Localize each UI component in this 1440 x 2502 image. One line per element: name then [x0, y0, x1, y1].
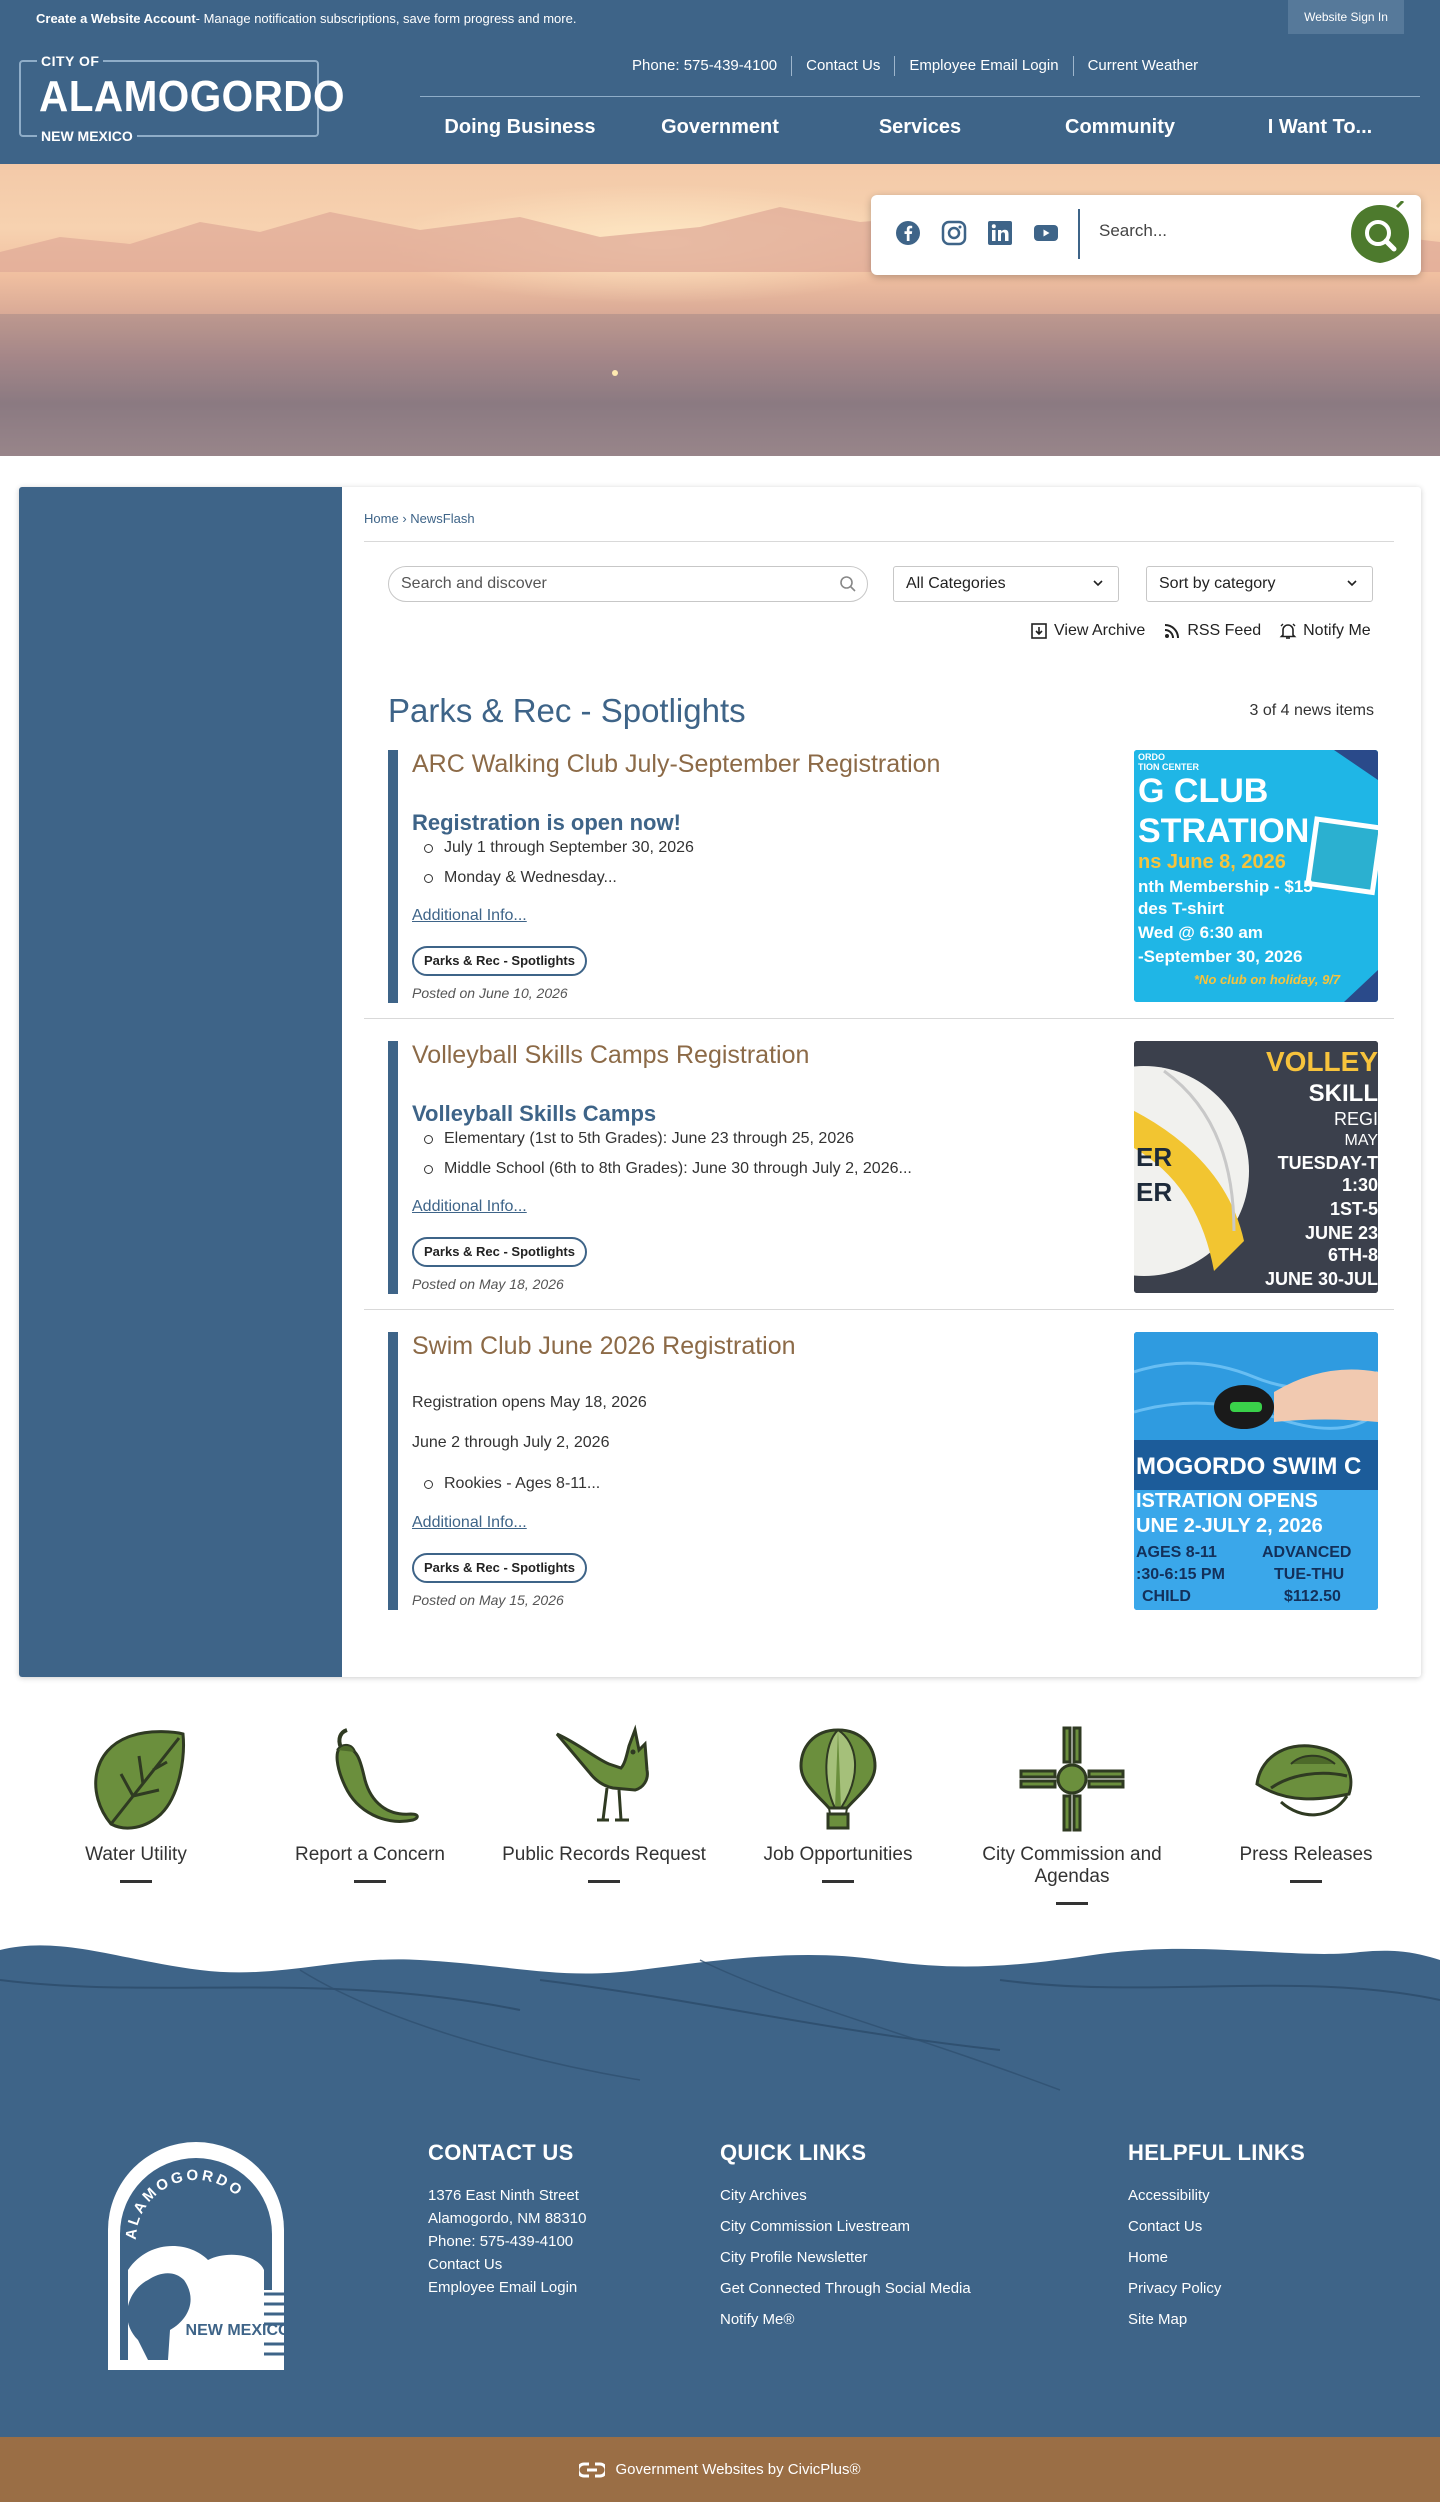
footer-link-contact-us[interactable]: Contact Us	[1128, 2218, 1203, 2235]
seal-arc-text: ALAMOGORDO	[122, 2166, 248, 2241]
footer-link-city-archives[interactable]: City Archives	[720, 2187, 807, 2204]
footer-link-social-media[interactable]: Get Connected Through Social Media	[720, 2280, 971, 2297]
footer-address-line-1: 1376 East Ninth Street	[428, 2187, 579, 2204]
social-links	[895, 220, 1059, 246]
breadcrumb-divider	[364, 541, 1394, 542]
site-header	[0, 36, 1440, 164]
footer-link-notify-me[interactable]: Notify Me®	[720, 2311, 795, 2328]
main-nav	[420, 116, 1420, 139]
left-sidebar	[19, 487, 342, 1677]
posted-date: Posted on June 10, 2026	[412, 985, 568, 1001]
utility-phone[interactable]: Phone: 575-439-4100	[632, 57, 778, 74]
quick-link-underline	[822, 1880, 854, 1883]
posted-date: Posted on May 15, 2026	[412, 1592, 564, 1608]
flyer-text: TUE-THU	[1274, 1566, 1345, 1583]
category-select[interactable]	[893, 566, 1119, 602]
quick-link-job-opportunities[interactable]	[723, 1724, 953, 1883]
notify-me-label: Notify Me	[1303, 622, 1371, 639]
news-item-title[interactable]: Volleyball Skills Camps Registration	[412, 1041, 810, 1069]
flyer-text: JUNE 23	[1304, 1223, 1378, 1243]
utility-links	[620, 56, 1212, 76]
footer-contact-title: CONTACT US	[428, 2140, 574, 2165]
additional-info-link[interactable]: Additional Info...	[412, 1198, 527, 1215]
sort-select-value: Sort by category	[1159, 575, 1276, 592]
news-item-bullet: Elementary (1st to 5th Grades): June 23 through 25, 2026	[444, 1129, 912, 1149]
chevron-down-icon	[1092, 577, 1104, 589]
view-archive-link[interactable]	[1030, 622, 1145, 640]
additional-info-link[interactable]: Additional Info...	[412, 1514, 527, 1531]
nav-i-want-to[interactable]: I Want To...	[1267, 116, 1373, 138]
news-item-paragraph: June 2 through July 2, 2026	[412, 1434, 610, 1451]
nav-doing-business[interactable]: Doing Business	[444, 116, 596, 138]
footer-quick-links	[720, 2140, 971, 2339]
nav-divider	[420, 96, 1420, 97]
news-item-accent	[388, 1332, 398, 1610]
flyer-text: *No club on holiday, 9/7	[1194, 972, 1341, 987]
flyer-text: $112.50	[1284, 1588, 1341, 1605]
news-item-accent	[388, 1041, 398, 1294]
logo-city-name: ALAMOGORDO	[39, 72, 345, 121]
rss-feed-link[interactable]	[1163, 622, 1261, 640]
footer-helpful-links	[1128, 2140, 1305, 2339]
flyer-text: ADVANCED	[1262, 1544, 1352, 1561]
news-item-bullets	[444, 1129, 912, 1189]
news-item-separator	[364, 1018, 1394, 1019]
flyer-text: AGES 8-11	[1136, 1544, 1217, 1561]
site-search-panel	[871, 195, 1421, 275]
news-item-paragraph: Registration opens May 18, 2026	[412, 1394, 647, 1411]
leaf-icon	[81, 1724, 191, 1834]
quick-link-underline	[1290, 1880, 1322, 1883]
flyer-text: 1:30	[1341, 1175, 1378, 1195]
utility-contact-us[interactable]: Contact Us	[791, 56, 894, 76]
flyer-text: 1ST-5	[1329, 1199, 1378, 1219]
chevron-down-icon	[1346, 577, 1358, 589]
news-count: 3 of 4 news items	[1249, 702, 1374, 719]
nav-community[interactable]: Community	[1065, 116, 1175, 138]
flyer-text: MAY	[1344, 1132, 1378, 1149]
nav-services[interactable]: Services	[878, 116, 962, 138]
pistachio-icon	[1251, 1724, 1361, 1834]
category-tag[interactable]: Parks & Rec - Spotlights	[412, 1553, 587, 1583]
chile-pepper-icon	[315, 1724, 425, 1834]
search-button[interactable]	[1347, 201, 1413, 267]
logo-state: NEW MEXICO	[37, 128, 137, 144]
hot-air-balloon-icon	[783, 1724, 893, 1834]
footer-quick-links-title: QUICK LINKS	[720, 2140, 867, 2165]
flyer-text: ORDO	[1138, 752, 1165, 762]
zia-symbol-icon	[1017, 1724, 1127, 1834]
flyer-text: JUNE 30-JUL	[1264, 1269, 1378, 1289]
create-account-description: - Manage notification subscriptions, save form progress and more.	[195, 10, 577, 26]
quick-link-underline	[354, 1880, 386, 1883]
footer-link-livestream[interactable]: City Commission Livestream	[720, 2218, 911, 2235]
news-item-separator	[364, 1309, 1394, 1310]
site-footer	[0, 1940, 1440, 2437]
footer-employee-email-link[interactable]: Employee Email Login	[428, 2279, 578, 2296]
quick-link-label: Report a Concern	[295, 1844, 445, 1865]
news-item	[388, 1332, 1378, 1610]
instagram-icon[interactable]	[941, 220, 967, 246]
news-search-placeholder: Search and discover	[401, 575, 547, 592]
footer-link-privacy-policy[interactable]: Privacy Policy	[1128, 2280, 1222, 2297]
view-archive-label: View Archive	[1054, 622, 1146, 639]
news-item-bullet: Monday & Wednesday...	[444, 868, 694, 888]
flyer-text: -September 30, 2026	[1138, 947, 1303, 966]
category-tag[interactable]: Parks & Rec - Spotlights	[412, 946, 587, 976]
flyer-text: SKILL	[1308, 1080, 1378, 1107]
footer-phone[interactable]: Phone: 575-439-4100	[428, 2233, 574, 2250]
footer-address-line-2: Alamogordo, NM 88310	[428, 2210, 587, 2227]
civicplus-credit-link[interactable]: Government Websites by CivicPlus®	[615, 2461, 861, 2478]
hero-city-lights	[0, 314, 1440, 456]
roadrunner-icon	[549, 1724, 659, 1834]
rss-icon	[1163, 622, 1181, 640]
utility-employee-email[interactable]: Employee Email Login	[894, 56, 1072, 76]
rss-feed-label: RSS Feed	[1187, 622, 1262, 639]
news-actions	[1030, 622, 1371, 640]
flyer-text: ER	[1136, 1177, 1173, 1207]
breadcrumb	[364, 511, 475, 526]
news-item-title[interactable]: Swim Club June 2026 Registration	[412, 1332, 796, 1360]
flyer-text: :30-6:15 PM	[1136, 1566, 1225, 1583]
footer-city-seal	[88, 2130, 303, 2370]
news-item-bullet: July 1 through September 30, 2026	[444, 839, 694, 856]
flyer-text: G CLUB	[1138, 772, 1269, 810]
quick-link-city-commission[interactable]	[957, 1724, 1187, 1905]
news-item-bullet: Middle School (6th to 8th Grades): June 30 through July 2, 2026...	[444, 1160, 912, 1177]
flyer-text: 6TH-8	[1327, 1245, 1378, 1265]
bell-icon	[1279, 622, 1297, 640]
flyer-text: ISTRATION OPENS	[1136, 1490, 1318, 1512]
quick-link-press-releases[interactable]	[1191, 1724, 1421, 1883]
quick-link-underline	[120, 1880, 152, 1883]
youtube-icon[interactable]	[1033, 220, 1059, 246]
flyer-text: VOLLEY	[1265, 1046, 1378, 1077]
flyer-text: UNE 2-JULY 2, 2026	[1136, 1515, 1323, 1537]
quick-link-underline	[1056, 1902, 1088, 1905]
hero-light-dot	[612, 370, 618, 376]
quick-link-underline	[588, 1880, 620, 1883]
news-item-bullets	[444, 838, 694, 898]
city-logo[interactable]	[19, 53, 345, 144]
footer-helpful-links-title: HELPFUL LINKS	[1128, 2140, 1306, 2165]
quick-link-public-records[interactable]	[489, 1724, 719, 1883]
footer-link-site-map[interactable]: Site Map	[1128, 2311, 1188, 2328]
archive-icon	[1030, 622, 1048, 640]
quick-link-label: Water Utility	[85, 1844, 187, 1865]
section-title: Parks & Rec - Spotlights	[388, 692, 746, 729]
footer-contact-link[interactable]: Contact Us	[428, 2256, 503, 2273]
flyer-text: CHILD	[1142, 1588, 1191, 1605]
quick-link-label: Public Records Request	[502, 1844, 706, 1865]
site-search-input[interactable]: Search...	[1099, 221, 1168, 240]
flyer-text: nth Membership - $15	[1138, 877, 1313, 896]
breadcrumb-home[interactable]: Home	[364, 511, 399, 526]
magnifier-icon[interactable]	[839, 575, 857, 593]
footer-link-newsletter[interactable]: City Profile Newsletter	[720, 2249, 868, 2266]
nav-government[interactable]: Government	[661, 116, 779, 138]
posted-date: Posted on May 18, 2026	[412, 1276, 564, 1292]
facebook-icon[interactable]	[895, 220, 921, 246]
logo-city-of: CITY OF	[37, 53, 103, 69]
flyer-text: REGI	[1333, 1109, 1378, 1129]
news-item-title[interactable]: ARC Walking Club July-September Registration	[412, 750, 941, 778]
news-item-thumbnail[interactable]	[1134, 1041, 1378, 1293]
civicplus-logo-icon	[579, 2462, 605, 2478]
news-item-thumbnail[interactable]	[1134, 1332, 1378, 1610]
sort-select[interactable]	[1146, 566, 1373, 602]
news-item-bullets	[444, 1474, 600, 1504]
quick-link-report-concern[interactable]	[255, 1724, 485, 1883]
utility-current-weather[interactable]: Current Weather	[1073, 56, 1213, 76]
create-account-link[interactable]: Create a Website Account	[36, 10, 196, 26]
breadcrumb-current[interactable]: NewsFlash	[410, 511, 475, 526]
flyer-text: Wed @ 6:30 am	[1138, 923, 1263, 942]
news-item-subtitle: Volleyball Skills Camps	[412, 1101, 657, 1126]
flyer-text: TUESDAY-T	[1277, 1153, 1378, 1173]
linkedin-icon[interactable]	[987, 220, 1013, 246]
flyer-text: TION CENTER	[1138, 762, 1200, 772]
news-item-bullet: Rookies - Ages 8-11...	[444, 1475, 601, 1492]
volleyball-flyer	[1134, 1041, 1378, 1293]
news-item-thumbnail[interactable]	[1134, 750, 1378, 1002]
news-item	[388, 1041, 1378, 1294]
flyer-text: MOGORDO SWIM C	[1136, 1453, 1362, 1480]
additional-info-link[interactable]: Additional Info...	[412, 907, 527, 924]
news-item-accent	[388, 750, 398, 1003]
top-account-bar	[0, 0, 1440, 36]
footer-link-accessibility[interactable]: Accessibility	[1128, 2187, 1210, 2204]
newsflash-card	[19, 487, 1421, 1677]
seal-state-text: NEW MEXICO	[185, 2322, 291, 2339]
footer-link-home[interactable]: Home	[1128, 2249, 1169, 2266]
swim-club-flyer	[1134, 1332, 1378, 1610]
quick-link-label: City Commission and Agendas	[982, 1844, 1162, 1887]
quick-link-water-utility[interactable]	[21, 1724, 251, 1883]
civicplus-credit-bar	[0, 2437, 1440, 2502]
flyer-text: des T-shirt	[1138, 899, 1224, 918]
flyer-text: ns June 8, 2026	[1138, 851, 1286, 873]
news-item	[388, 750, 1378, 1003]
category-tag[interactable]: Parks & Rec - Spotlights	[412, 1237, 587, 1267]
quick-link-label: Job Opportunities	[763, 1844, 913, 1865]
quick-link-label: Press Releases	[1239, 1844, 1373, 1865]
flyer-text: STRATION	[1138, 812, 1310, 850]
flyer-text: ER	[1136, 1142, 1173, 1172]
quick-links-row	[19, 1724, 1421, 1924]
category-select-value: All Categories	[906, 575, 1006, 592]
search-divider	[1078, 209, 1080, 259]
notify-me-link[interactable]	[1279, 622, 1371, 640]
website-sign-in-button[interactable]: Website Sign In	[1288, 0, 1404, 34]
breadcrumb-separator: ›	[402, 511, 407, 526]
leaf-search-icon	[1347, 201, 1413, 267]
news-item-subtitle: Registration is open now!	[412, 810, 681, 835]
news-search-input[interactable]	[388, 566, 868, 602]
footer-dunes-illustration	[0, 1940, 1440, 2100]
walking-club-flyer	[1134, 750, 1378, 1002]
footer-contact-us	[428, 2140, 586, 2299]
